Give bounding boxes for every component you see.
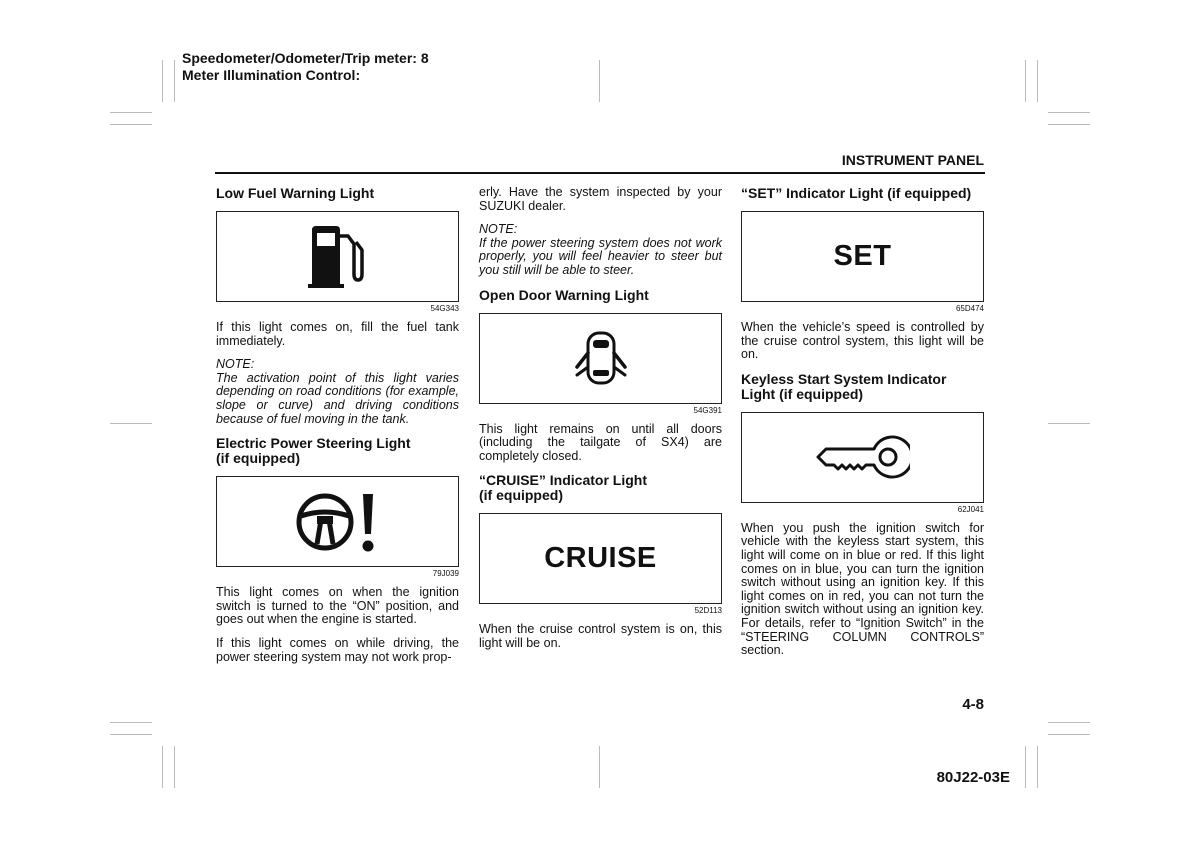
open-door-figure bbox=[479, 313, 722, 404]
open-door-figure-caption: 54G391 bbox=[693, 405, 722, 415]
header-rule bbox=[215, 172, 985, 174]
keyless-heading-line-2: Light (if equipped) bbox=[741, 385, 864, 402]
crop-mark bbox=[1048, 112, 1090, 113]
eps-heading-line-1: Electric Power Steering Light bbox=[216, 435, 411, 452]
cruise-text: When the cruise control system is on, this light will be on. bbox=[479, 622, 722, 650]
eps-text-1: This light comes on when the ignition switch is turned to the “ON” position, and goes out when the engine is started. bbox=[216, 585, 459, 627]
note-label: NOTE: bbox=[479, 222, 518, 237]
low-fuel-note bbox=[216, 358, 459, 426]
crop-mark bbox=[599, 746, 600, 788]
set-indicator-label: SET bbox=[833, 239, 892, 272]
low-fuel-figure-caption: 54G343 bbox=[430, 304, 459, 313]
keyless-heading-line-1: Keyless Start System Indicator bbox=[741, 370, 947, 387]
crop-mark bbox=[110, 722, 152, 723]
crop-mark bbox=[1048, 423, 1090, 424]
keyless-figure-caption: 62J041 bbox=[957, 504, 984, 514]
note-label: NOTE: bbox=[216, 357, 255, 372]
eps-figure bbox=[216, 476, 459, 567]
crop-mark bbox=[1025, 746, 1026, 788]
keyless-heading bbox=[741, 372, 984, 402]
keyless-text: When you push the ignition switch for vehicle with the keyless start system, this light will come on in blue or red. If this light comes on in blue, you can turn the ignition switch without using an ignition key. If this light comes on in red, you can not turn the ignition switch without using an ignition key. For details, refer to “Ignition Switch” in the “STEERING COLUMN CONTROLS” section. bbox=[741, 520, 984, 658]
crop-mark bbox=[110, 112, 152, 113]
eps-heading bbox=[216, 436, 459, 466]
crop-mark bbox=[162, 746, 163, 788]
crop-mark bbox=[110, 734, 152, 735]
cruise-heading-line-1: “CRUISE” Indicator Light bbox=[479, 472, 647, 489]
note-text: If the power steering system does not work properly, you will feel heavier to steer but you still will be able to steer. bbox=[479, 235, 722, 277]
crop-mark bbox=[1048, 722, 1090, 723]
cruise-figure-caption: 52D113 bbox=[694, 606, 722, 616]
cruise-heading bbox=[479, 473, 722, 503]
eps-text-2: If this light comes on while driving, the power steering system may not work prop- bbox=[216, 635, 459, 664]
eps-figure-caption: 79J039 bbox=[432, 569, 459, 579]
page-number: 4-8 bbox=[962, 696, 984, 713]
crop-mark bbox=[174, 60, 175, 102]
open-door-text: This light remains on until all doors (including the tailgate of SX4) are completely closed. bbox=[479, 421, 722, 463]
crop-mark bbox=[110, 124, 152, 125]
note-text: The activation point of this light varies depending on road conditions (for example, slope or curve) and driving conditions because of fuel moving in the tank. bbox=[216, 370, 459, 426]
eps-note bbox=[479, 223, 722, 277]
crop-mark bbox=[174, 746, 175, 788]
set-figure bbox=[741, 211, 984, 302]
column-2 bbox=[479, 186, 722, 661]
crop-mark bbox=[1048, 124, 1090, 125]
crop-mark bbox=[1048, 734, 1090, 735]
low-fuel-figure bbox=[216, 211, 459, 302]
eps-heading-line-2: (if equipped) bbox=[216, 450, 300, 467]
document-code: 80J22-03E bbox=[936, 769, 1010, 786]
crop-mark bbox=[1037, 746, 1038, 788]
cross-reference-line-2: Meter Illumination Control: bbox=[182, 67, 361, 83]
cross-reference-line-1: Speedometer/Odometer/Trip meter: 8 bbox=[182, 50, 429, 66]
column-1 bbox=[216, 186, 459, 674]
open-door-car-icon bbox=[573, 327, 629, 389]
set-figure-caption: 65D474 bbox=[955, 304, 984, 313]
column-3 bbox=[741, 186, 984, 668]
crop-mark bbox=[1037, 60, 1038, 102]
crop-mark bbox=[599, 60, 600, 102]
fuel-pump-icon bbox=[306, 224, 370, 290]
cruise-heading-line-2: (if equipped) bbox=[479, 487, 563, 504]
crop-mark bbox=[162, 60, 163, 102]
low-fuel-heading: Low Fuel Warning Light bbox=[216, 185, 375, 201]
key-icon bbox=[816, 432, 910, 482]
open-door-heading: Open Door Warning Light bbox=[479, 286, 649, 303]
keyless-figure bbox=[741, 412, 984, 503]
low-fuel-text: If this light comes on, fill the fuel tank immediately. bbox=[216, 320, 459, 348]
set-heading: “SET” Indicator Light (if equipped) bbox=[741, 185, 972, 201]
section-title: INSTRUMENT PANEL bbox=[841, 152, 984, 168]
set-text: When the vehicle’s speed is controlled by the cruise control system, this light will be on. bbox=[741, 320, 984, 362]
cross-reference-note bbox=[182, 50, 429, 84]
eps-continued-text: erly. Have the system inspected by your SUZUKI dealer. bbox=[479, 185, 722, 213]
crop-mark bbox=[110, 423, 152, 424]
cruise-figure bbox=[479, 513, 722, 604]
steering-warning-icon bbox=[293, 490, 383, 554]
crop-mark bbox=[1025, 60, 1026, 102]
cruise-indicator-label: CRUISE bbox=[544, 542, 657, 575]
